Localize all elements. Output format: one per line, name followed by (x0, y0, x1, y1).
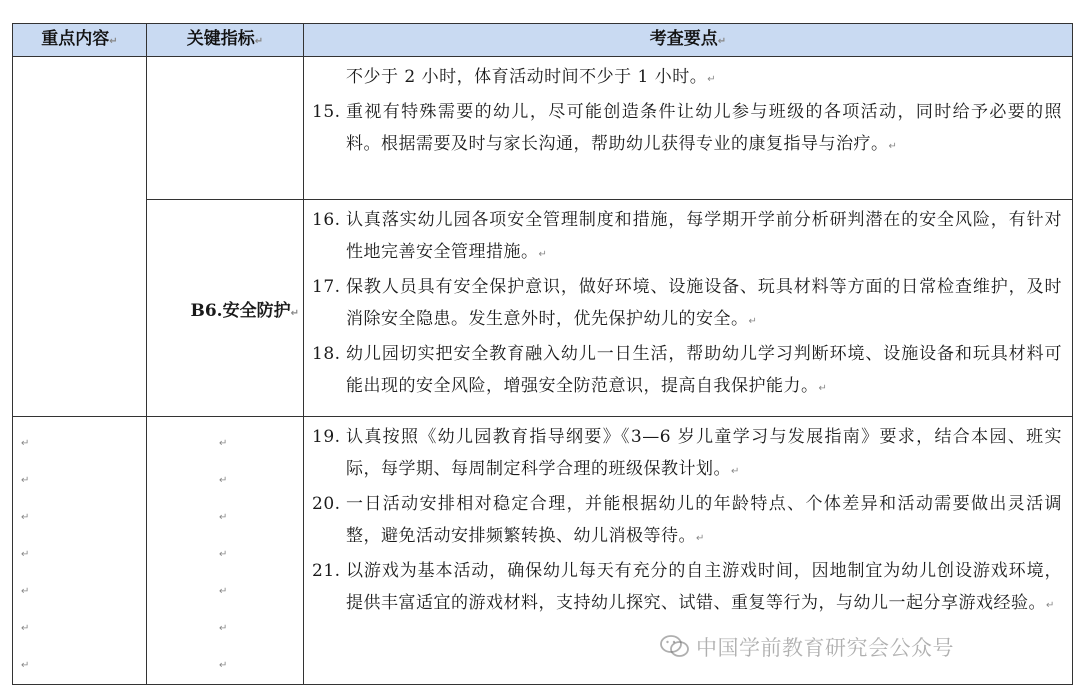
paragraph-marks: ↵ ↵ ↵ ↵ ↵ ↵ ↵ (21, 438, 30, 671)
item-text-content: 不少于 2 小时，体育活动时间不少于 1 小时。 (346, 67, 708, 87)
key-indicator-b6: B6.安全防护↵ (147, 200, 304, 417)
item-text (346, 555, 1062, 622)
item-text (346, 96, 1062, 163)
check-points-cell (304, 200, 1073, 417)
paragraph-mark: ↵ (818, 383, 828, 394)
paragraph-mark: ↵ (731, 466, 740, 477)
key-content-cell (13, 57, 147, 417)
key-indicator-cell-empty (147, 417, 304, 685)
indicator-table (12, 23, 1073, 685)
item-text-content: 以游戏为基本活动，确保幼儿每天有充分的自主游戏时间，因地制宜为幼儿创设游戏环境，提供丰富适宜的游戏材料，支持幼儿探究、试错、重复等行为，与幼儿一起分享游戏经验。 (346, 561, 1062, 613)
paragraph-mark: ↵ (748, 316, 758, 327)
paragraph-mark: ↵ (538, 249, 548, 260)
list-item (312, 204, 1062, 271)
list-item (312, 555, 1062, 622)
item-number: 17. (312, 277, 341, 297)
wechat-icon (660, 634, 690, 660)
item-text (346, 488, 1062, 555)
item-text-content: 重视有特殊需要的幼儿，尽可能创造条件让幼儿参与班级的各项活动，同时给予必要的照料。根据需要及时与家长沟通，帮助幼儿获得专业的康复指导与治疗。 (346, 102, 1062, 154)
paragraph-mark: ↵ (888, 141, 898, 152)
check-points-list (304, 200, 1072, 405)
key-content-cell-empty (13, 417, 147, 685)
check-points-list (304, 417, 1072, 622)
item-number: 15. (312, 102, 341, 122)
item-text (346, 271, 1062, 338)
table-header-row (13, 24, 1073, 57)
item-number: 18. (312, 344, 341, 364)
item-text (346, 338, 1062, 405)
watermark-text: 中国学前教育研究会公众号 (696, 636, 954, 660)
paragraph-mark: ↵ (696, 533, 705, 544)
list-item (312, 421, 1062, 488)
watermark (660, 632, 954, 662)
item-text (346, 421, 1062, 488)
item-text (346, 61, 1062, 96)
item-number: 20. (312, 494, 341, 514)
check-points-list (304, 57, 1072, 163)
list-item (312, 61, 1062, 96)
list-item (312, 96, 1062, 163)
item-text-content: 一日活动安排相对稳定合理，并能根据幼儿的年龄特点、个体差异和活动需要做出灵活调整，避免活动安排频繁转换、幼儿消极等待。 (346, 494, 1062, 546)
item-text-content: 保教人员具有安全保护意识，做好环境、设施设备、玩具材料等方面的日常检查维护，及时消除安全隐患。发生意外时，优先保护幼儿的安全。 (346, 277, 1062, 329)
header-check-points: 考查要点↵ (304, 24, 1073, 57)
key-indicator-cell-empty (147, 57, 304, 200)
item-text-content: 幼儿园切实把安全教育融入幼儿一日生活，帮助幼儿学习判断环境、设施设备和玩具材料可能出现的安全风险，增强安全防范意识，提高自我保护能力。 (346, 344, 1062, 396)
item-text-content: 认真按照《幼儿园教育指导纲要》《3—6 岁儿童学习与发展指南》要求，结合本园、班实际，每学期、每周制定科学合理的班级保教计划。 (346, 427, 1062, 479)
list-item (312, 488, 1062, 555)
item-text-content: 认真落实幼儿园各项安全管理制度和措施，每学期开学前分析研判潜在的安全风险，有针对性地完善安全管理措施。 (346, 210, 1062, 262)
paragraph-mark: ↵ (1046, 600, 1055, 611)
header-key-content: 重点内容↵ (13, 24, 147, 57)
paragraph-marks: ↵ ↵ ↵ ↵ ↵ ↵ ↵ (219, 438, 228, 671)
list-item (312, 338, 1062, 405)
list-item (312, 271, 1062, 338)
table-row (13, 57, 1073, 200)
item-text (346, 204, 1062, 271)
paragraph-mark: ↵ (707, 74, 717, 85)
header-key-indicator: 关键指标↵ (147, 24, 304, 57)
item-number: 16. (312, 210, 341, 230)
item-number: 19. (312, 427, 341, 447)
item-number: 21. (312, 561, 341, 581)
table-row (13, 200, 1073, 417)
check-points-cell (304, 57, 1073, 200)
